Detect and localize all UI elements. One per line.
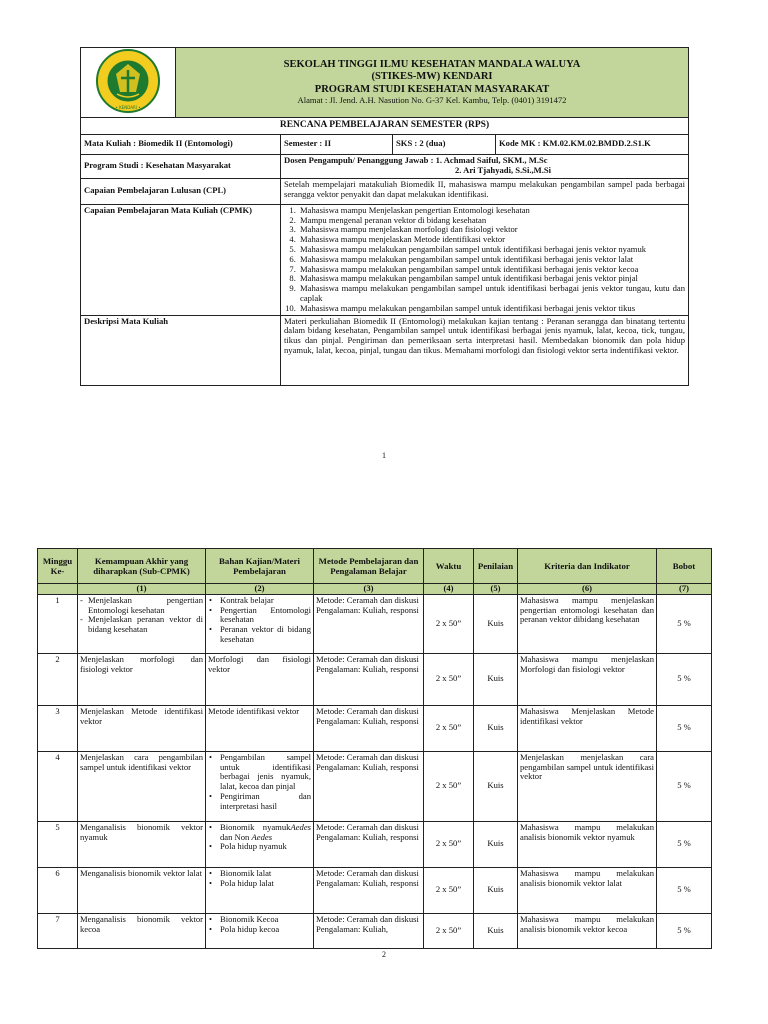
program-name: PROGRAM STUDI KESEHATAN MASYARAKAT [314,83,550,95]
cpmk-item: 4. Mahasiswa mampu menjelaskan Metode identifikasi vektor [298,235,685,245]
page-number: 1 [382,451,386,460]
bobot: 5 % [657,821,712,867]
waktu: 2 x 50” [424,653,474,705]
list-item: • Pengambilan sampel untuk identifikasi berbagai jenis nyamuk, lalat, kecoa dan pinjal [208,753,311,792]
dosen-pengampu [281,154,689,178]
bobot: 5 % [657,594,712,653]
cpl-label: Capaian Pembelajaran Lulusan (CPL) [81,178,281,204]
metode-text: Metode: Ceramah dan diskusi [316,913,419,924]
header-subcpmk: Kemampuan Akhir yang diharapkan (Sub-CPMK) [78,549,206,584]
week-number: 1 [38,594,78,653]
subcpmk-text: Menjelaskan cara pengambilan sampel untuk identifikasi vektor [78,751,206,821]
week-number: 6 [38,867,78,913]
kriteria: Mahasiswa mampu menjelaskan Morfologi dan fisiologi vektor [518,653,657,705]
col-number: (1) [78,584,206,595]
penilaian: Kuis [474,867,518,913]
metode-cell [314,821,424,867]
waktu: 2 x 50” [424,913,474,948]
metode-text: Metode: Ceramah dan diskusi [316,594,419,605]
materi-text: dan Non [220,831,252,842]
cpmk-list-cell [281,204,689,315]
institution-name: SEKOLAH TINGGI ILMU KESEHATAN MANDALA WALUYA [283,58,581,70]
header-bobot: Bobot [657,549,712,584]
logo-cell [81,48,176,118]
dosen-line-1: Dosen Pengampuh/ Penanggung Jawab : 1. Achmad Saiful, SKM., M.Sc [284,154,548,165]
waktu: 2 x 50” [424,867,474,913]
svg-text:• KENDARI •: • KENDARI • [115,105,141,110]
materi-cell [206,867,314,913]
penilaian: Kuis [474,751,518,821]
materi-cell [206,594,314,653]
col-number: (3) [314,584,424,595]
metode-text: Metode: Ceramah dan diskusi [316,751,419,762]
deskripsi-text: Materi perkuliahan Biomedik II (Entomologi) melakukan kajian tentang : Peranan serangga dan binatang tertentu dalam bidang kesehatan, Pengambilan sampel untuk identifikasi berbagai jenis nyamuk, lalat, kecoa, tick, tungau, tikus dan pinjal. Pengiriman dan pemeriksaan serta interpretasi hasil. Membedakan bionomik dan pola hidup nyamuk, lalat, kecoa, pinjal, tungau dan tikus. Memahami morfologi dan fisiologi vektor serta indentifikasi vektor. [281,315,689,385]
cpmk-item: 3. Mahasiswa mampu menjelaskan morfologi dan fisiologi vektor [298,225,685,235]
institution-address: Alamat : Jl. Jend. A.H. Nasution No. G-37 Kel. Kambu, Telp. (0401) 3191472 [297,95,567,106]
cpmk-item: 9. Mahasiswa mampu melakukan pengambilan sampel untuk identifikasi berbagai jenis vektor tungau, kutu dan caplak [298,284,685,304]
cpmk-label: Capaian Pembelajaran Mata Kuliah (CPMK) [81,204,281,315]
cpmk-item: 8. Mahasiswa mampu melakukan pengambilan sampel untuk identifikasi berbagai jenis vektor pinjal [298,274,685,284]
pengalaman-text: Pengalaman: Kuliah, responsi [316,715,419,726]
list-item: • Pola hidup lalat [208,879,311,889]
waktu: 2 x 50” [424,821,474,867]
rps-header-table [80,47,689,386]
materi-list [208,596,311,645]
list-item: • Pengertian Entomologi kesehatan [208,606,311,626]
italic-genus: Aedes [251,831,273,842]
col-number: (2) [206,584,314,595]
cpmk-list [284,206,685,314]
penilaian: Kuis [474,913,518,948]
cpl-text: Setelah mempelajari matakuliah Biomedik II, mahasiswa mampu melakukan pengambilan sampel pada berbagai serangga vektor penyakit dan dapat melakukan identifikasi. [281,178,689,204]
list-item: • Pola hidup kecoa [208,925,311,935]
pengalaman-text: Pengalaman: Kuliah, [316,923,389,934]
header-kriteria: Kriteria dan Indikator [518,549,657,584]
bobot: 5 % [657,913,712,948]
kriteria: Menjelaskan menjelaskan cara pengambilan sampel untuk identifikasi vektor [518,751,657,821]
subcpmk-text: Menjelaskan morfologi dan fisiologi vektor [78,653,206,705]
col-number: (7) [657,584,712,595]
list-item: - Menjelaskan peranan vektor di bidang kesehatan [80,615,203,635]
list-item: • Kontrak belajar [208,596,311,606]
materi-list [208,753,311,812]
kriteria: Mahasiswa mampu melakukan analisis bionomik vektor lalat [518,867,657,913]
materi-cell [206,821,314,867]
italic-genus: Aedes [290,821,311,832]
penilaian: Kuis [474,594,518,653]
bobot: 5 % [657,751,712,821]
table-row [38,821,712,867]
bobot: 5 % [657,653,712,705]
metode-cell [314,913,424,948]
bobot: 5 % [657,705,712,751]
waktu: 2 x 50” [424,594,474,653]
program-studi: Program Studi : Kesehatan Masyarakat [81,154,281,178]
list-item: • Bionomik lalat [208,869,311,879]
document-title: RENCANA PEMBELAJARAN SEMESTER (RPS) [81,117,689,134]
metode-text: Metode: Ceramah dan diskusi [316,867,419,878]
mata-kuliah: Mata Kuliah : Biomedik II (Entomologi) [81,134,281,154]
metode-text: Metode: Ceramah dan diskusi [316,653,419,664]
header-metode: Metode Pembelajaran dan Pengalaman Belajar [314,549,424,584]
subcpmk-text: Menganalisis bionomik vektor kecoa [78,913,206,948]
table-row [38,705,712,751]
deskripsi-label: Deskripsi Mata Kuliah [81,315,281,385]
semester: Semester : II [281,134,393,154]
week-number: 5 [38,821,78,867]
metode-cell [314,867,424,913]
list-item [208,823,311,843]
list-item: - Menjelaskan pengertian Entomologi kesehatan [80,596,203,616]
week-number: 2 [38,653,78,705]
kode-mk: Kode MK : KM.02.KM.02.BMDD.2.S1.K [496,134,689,154]
col-number: (4) [424,584,474,595]
subcpmk-list [80,596,203,635]
col-number: (5) [474,584,518,595]
materi-cell [206,751,314,821]
header-week: Minggu Ke- [38,549,78,584]
waktu: 2 x 50” [424,705,474,751]
pengalaman-text: Pengalaman: Kuliah, responsi [316,604,419,615]
penilaian: Kuis [474,821,518,867]
metode-text: Metode: Ceramah dan diskusi [316,821,419,832]
cpmk-item: 6. Mahasiswa mampu melakukan pengambilan sampel untuk identifikasi berbagai jenis vektor lalat [298,255,685,265]
pengalaman-text: Pengalaman: Kuliah, responsi [316,663,419,674]
cpmk-item: 2. Mampu mengenal peranan vektor di bidang kesehatan [298,216,685,226]
institution-abbrev: (STIKES-MW) KENDARI [371,71,493,83]
subcpmk-text: Menganalisis bionomik vektor lalat [78,867,206,913]
table-row [38,751,712,821]
list-item: • Pola hidup nyamuk [208,842,311,852]
header-materi: Bahan Kajian/Materi Pembelajaran [206,549,314,584]
waktu: 2 x 50” [424,751,474,821]
pengalaman-text: Pengalaman: Kuliah, responsi [316,877,419,888]
subcpmk-text: Menjelaskan Metode identifikasi vektor [78,705,206,751]
materi-list [208,869,311,889]
kriteria: Mahasiswa mampu melakukan analisis bionomik vektor kecoa [518,913,657,948]
cpmk-item: 5. Mahasiswa mampu melakukan pengambilan sampel untuk identifikasi berbagai jenis vektor nyamuk [298,245,685,255]
penilaian: Kuis [474,653,518,705]
metode-cell [314,751,424,821]
list-item: • Bionomik Kecoa [208,915,311,925]
materi-list [208,823,311,852]
col-number [38,584,78,595]
week-number: 3 [38,705,78,751]
col-number: (6) [518,584,657,595]
list-item: • Peranan vektor di bidang kesehatan [208,625,311,645]
cpmk-item: 1. Mahasiswa mampu Menjelaskan pengertian Entomologi kesehatan [298,206,685,216]
dosen-line-2: 2. Ari Tjahyadi, S.Si.,M.Si [455,164,552,175]
materi-cell [206,913,314,948]
pengalaman-text: Pengalaman: Kuliah, responsi [316,831,419,842]
materi-list [208,915,311,935]
kriteria: Mahasiswa Menjelaskan Metode identifikasi vektor [518,705,657,751]
sks: SKS : 2 (dua) [393,134,496,154]
materi-text: Bionomik nyamuk [220,821,291,832]
metode-cell [314,653,424,705]
institution-header [176,48,689,118]
pengalaman-text: Pengalaman: Kuliah, responsi [316,761,419,772]
penilaian: Kuis [474,705,518,751]
table-row [38,867,712,913]
header-penilaian: Penilaian [474,549,518,584]
kriteria: Mahasiswa mampu menjelaskan pengertian entomologi kesehatan dan peranan vektor dibidang kesehatan [518,594,657,653]
materi-text: Morfologi dan fisiologi vektor [206,653,314,705]
header-waktu: Waktu [424,549,474,584]
rps-weekly-plan-table [37,548,712,949]
institution-seal-logo-icon [95,48,161,114]
week-number: 7 [38,913,78,948]
list-item: • Pengiriman dan interpretasi hasil [208,792,311,812]
materi-text: Metode identifikasi vektor [206,705,314,751]
cpmk-item: 7. Mahasiswa mampu melakukan pengambilan sampel untuk identifikasi berbagai jenis vektor kecoa [298,265,685,275]
table-row [38,653,712,705]
cpmk-item: 10. Mahasiswa mampu melakukan pengambilan sampel untuk identifikasi berbagai jenis vektor tikus [298,304,685,314]
bobot: 5 % [657,867,712,913]
kriteria: Mahasiswa mampu melakukan analisis bionomik vektor nyamuk [518,821,657,867]
table-row [38,913,712,948]
subcpmk-cell [78,594,206,653]
metode-text: Metode: Ceramah dan diskusi [316,705,419,716]
metode-cell [314,594,424,653]
subcpmk-text: Menganalisis bionomik vektor nyamuk [78,821,206,867]
page-number: 2 [382,950,386,959]
week-number: 4 [38,751,78,821]
metode-cell [314,705,424,751]
table-row [38,594,712,653]
